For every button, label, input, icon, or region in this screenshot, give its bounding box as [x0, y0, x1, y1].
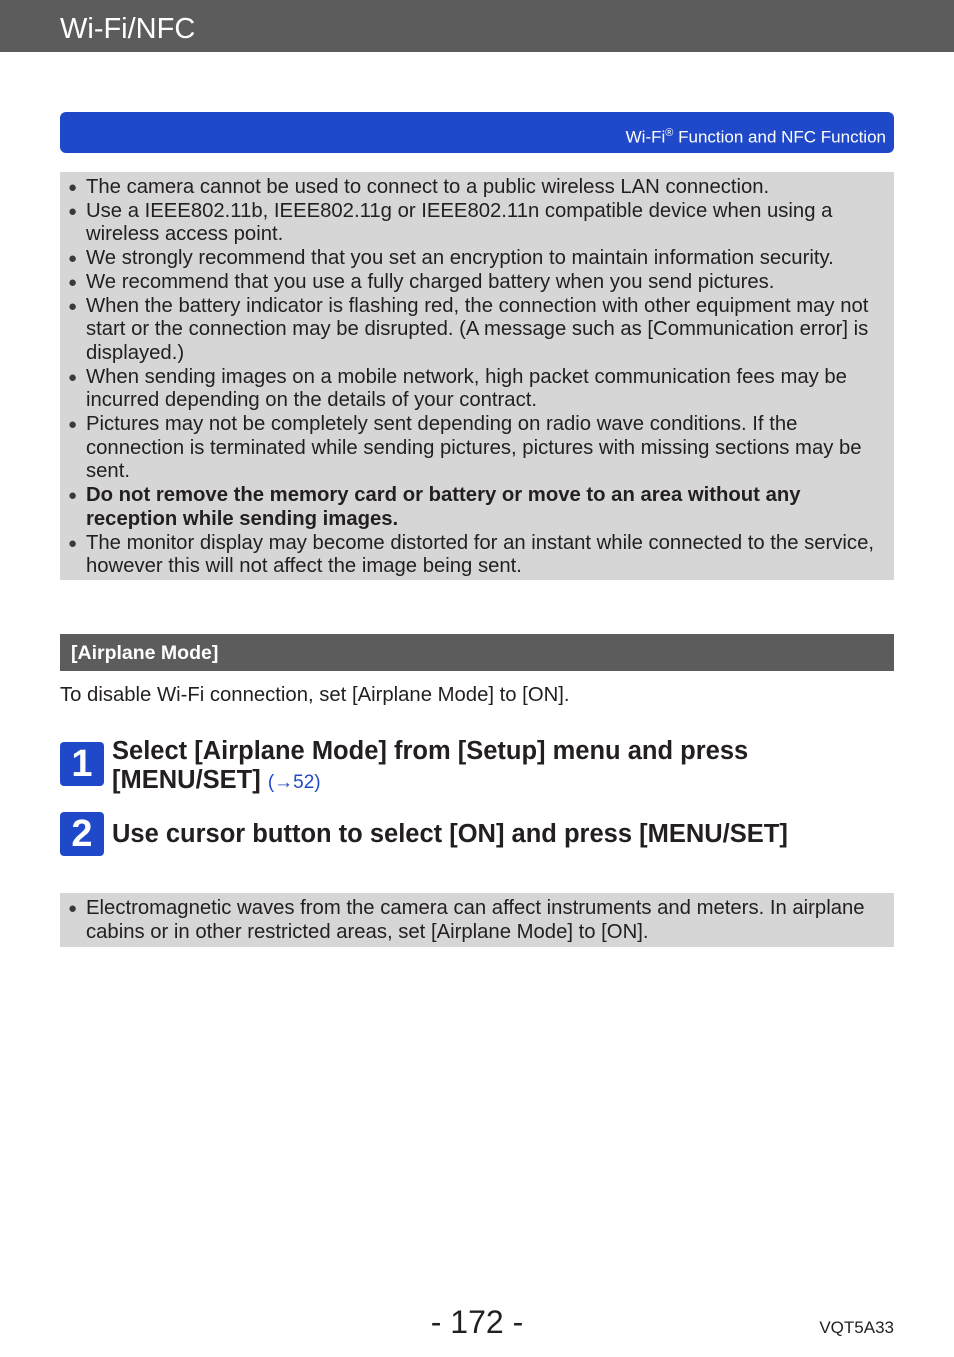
chapter-title: Wi-Fi/NFC [60, 13, 196, 45]
note-item: ● We strongly recommend that you set an encryption to maintain information security. [68, 247, 834, 270]
note-item: ● The camera cannot be used to connect to a public wireless LAN connection. [68, 176, 770, 198]
bullet-icon: ● [68, 250, 78, 268]
bullet-icon: ● [68, 487, 78, 505]
bullet-icon: ● [68, 202, 78, 220]
bullet-icon: ● [68, 273, 78, 291]
page-number: - 172 - [430, 1304, 524, 1340]
registered-mark: ® [665, 127, 674, 139]
note-item: ● Electromagnetic waves from the camera can affect instruments and meters. In airplane cabins or in other restricted areas, set [Airplane Mode] to [ON]. [68, 897, 865, 943]
note-item: ● We recommend that you use a fully charged battery when you send pictures. [68, 270, 775, 293]
step-1-badge: 1 [60, 742, 104, 786]
notes-box-top [60, 172, 894, 580]
step-1-text: Select [Airplane Mode] from [Setup] menu and press [MENU/SET] (→52) [112, 737, 749, 794]
notes-box-bottom [60, 893, 894, 947]
note-item: ● Use a IEEE802.11b, IEEE802.11g or IEEE802.11n compatible device when using a wireless access point. [68, 199, 833, 246]
airplane-mode-header [60, 634, 894, 671]
bullet-icon: ● [68, 179, 78, 196]
step-2-badge: 2 [60, 812, 104, 856]
note-item: ● When the battery indicator is flashing red, the connection with other equipment may not start or the connection may be disrupted. (A message such as [Communication error] is displayed.) [68, 294, 869, 364]
page-reference-link[interactable]: (→52) [267, 772, 321, 793]
airplane-mode-intro: To disable Wi-Fi connection, set [Airplane Mode] to [ON]. [60, 684, 570, 706]
document-code: VQT5A33 [819, 1318, 894, 1337]
airplane-mode-title: [Airplane Mode] [71, 642, 219, 664]
bullet-icon: ● [68, 900, 78, 917]
top-bar [0, 0, 954, 52]
note-item: ● The monitor display may become distorted for an instant while connected to the service, however this will not affect the image being sent. [68, 531, 874, 578]
note-item: ● Pictures may not be completely sent depending on radio wave conditions. If the connection is terminated while sending pictures, pictures with missing sections may be sent. [68, 413, 862, 483]
note-item-warning: ● Do not remove the memory card or battery or move to an area without any reception while sending images. [68, 484, 801, 530]
section-title: Wi-Fi® Function and NFC Function [625, 127, 886, 147]
bullet-icon: ● [68, 416, 78, 434]
note-item: ● When sending images on a mobile network, high packet communication fees may be incurred depending on the details of your contract. [68, 365, 847, 412]
bullet-icon: ● [68, 297, 78, 315]
bullet-icon: ● [68, 368, 78, 386]
step-2-text: Use cursor button to select [ON] and press [MENU/SET] [112, 820, 788, 848]
section-banner [60, 112, 894, 153]
bullet-icon: ● [68, 534, 78, 552]
